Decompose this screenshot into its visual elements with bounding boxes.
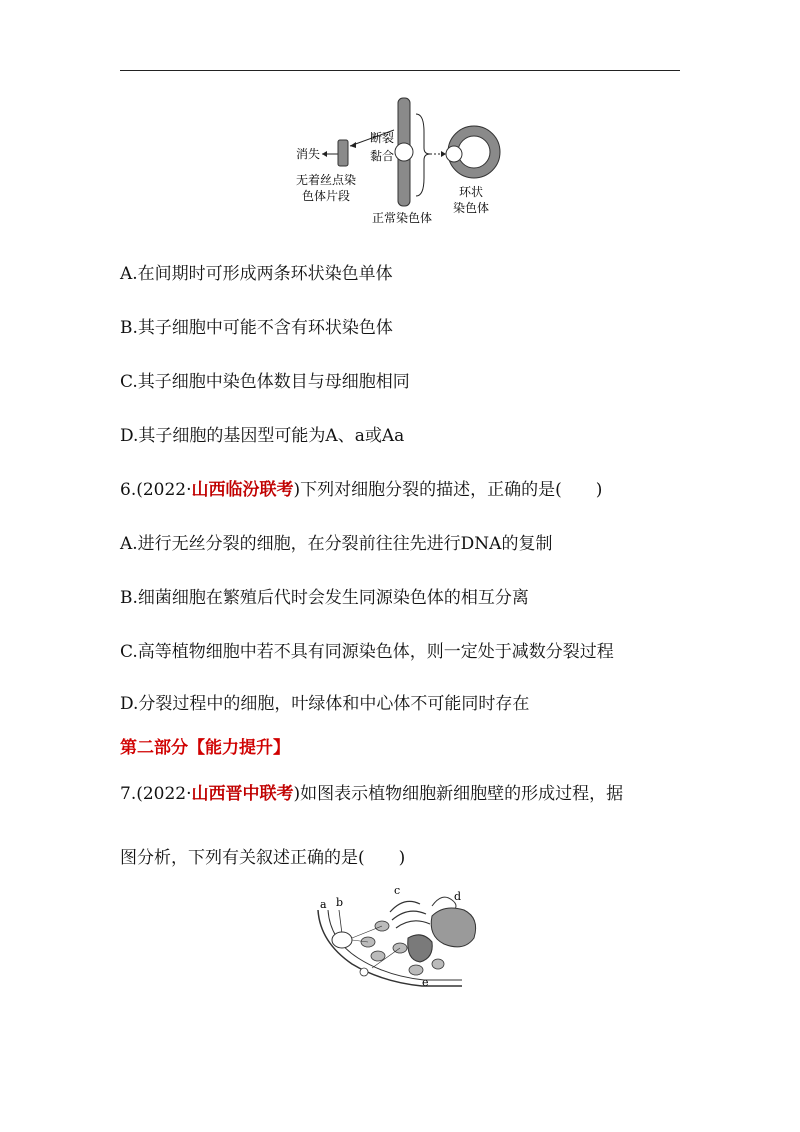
q6-source: 山西临汾联考 xyxy=(191,480,294,500)
q5-option-d: D.其子细胞的基因型可能为A、a或Aa xyxy=(120,426,405,446)
label-d: d xyxy=(454,890,462,903)
section-title: 第二部分【能力提升】 xyxy=(120,738,290,758)
label-ring-2: 染色体 xyxy=(453,201,490,215)
label-normal: 正常染色体 xyxy=(372,211,433,225)
acentric-fragment xyxy=(338,140,348,166)
q6-option-a: A.进行无丝分裂的细胞，在分裂前往往先进行DNA的复制 xyxy=(120,534,553,554)
q7-stem-text: )如图表示植物细胞新细胞壁的形成过程，据 xyxy=(293,784,624,804)
label-a: a xyxy=(320,898,327,911)
q6-prefix: 6.(2022· xyxy=(120,480,192,500)
q7-source: 山西晋中联考 xyxy=(191,784,294,804)
label-break: 断裂 xyxy=(370,131,395,145)
q7-prefix: 7.(2022· xyxy=(120,784,192,804)
vesicle-b xyxy=(332,932,352,948)
label-c: c xyxy=(394,884,401,897)
q5-option-a: A.在间期时可形成两条环状染色单体 xyxy=(120,264,393,284)
q6-stem xyxy=(120,478,602,502)
cell-wall-formation-figure xyxy=(312,882,492,1002)
q6-option-c: C.高等植物细胞中若不具有同源染色体，则一定处于减数分裂过程 xyxy=(120,642,614,662)
label-disappear: 消失 xyxy=(296,147,321,161)
label-b: b xyxy=(336,896,344,909)
label-ring-1: 环状 xyxy=(459,185,484,199)
ring-chromosome-figure xyxy=(290,92,510,232)
label-acentric-1: 无着丝点染 xyxy=(296,173,357,187)
q5-option-c: C.其子细胞中染色体数目与母细胞相同 xyxy=(120,372,410,392)
label-fuse: 黏合 xyxy=(370,149,395,163)
label-e: e xyxy=(422,976,429,989)
q6-option-b: B.细菌细胞在繁殖后代时会发生同源染色体的相互分离 xyxy=(120,588,529,608)
q7-stem-line2: 图分析，下列有关叙述正确的是( ) xyxy=(120,848,406,868)
q7-stem-line1 xyxy=(120,782,623,806)
q5-option-b: B.其子细胞中可能不含有环状染色体 xyxy=(120,318,393,338)
organelle-d xyxy=(431,908,475,947)
q6-stem-text: )下列对细胞分裂的描述，正确的是( ) xyxy=(293,480,603,500)
header-rule xyxy=(120,70,680,71)
golgi-c xyxy=(390,901,430,928)
q6-option-d: D.分裂过程中的细胞，叶绿体和中心体不可能同时存在 xyxy=(120,694,530,714)
label-acentric-2: 色体片段 xyxy=(302,189,351,203)
